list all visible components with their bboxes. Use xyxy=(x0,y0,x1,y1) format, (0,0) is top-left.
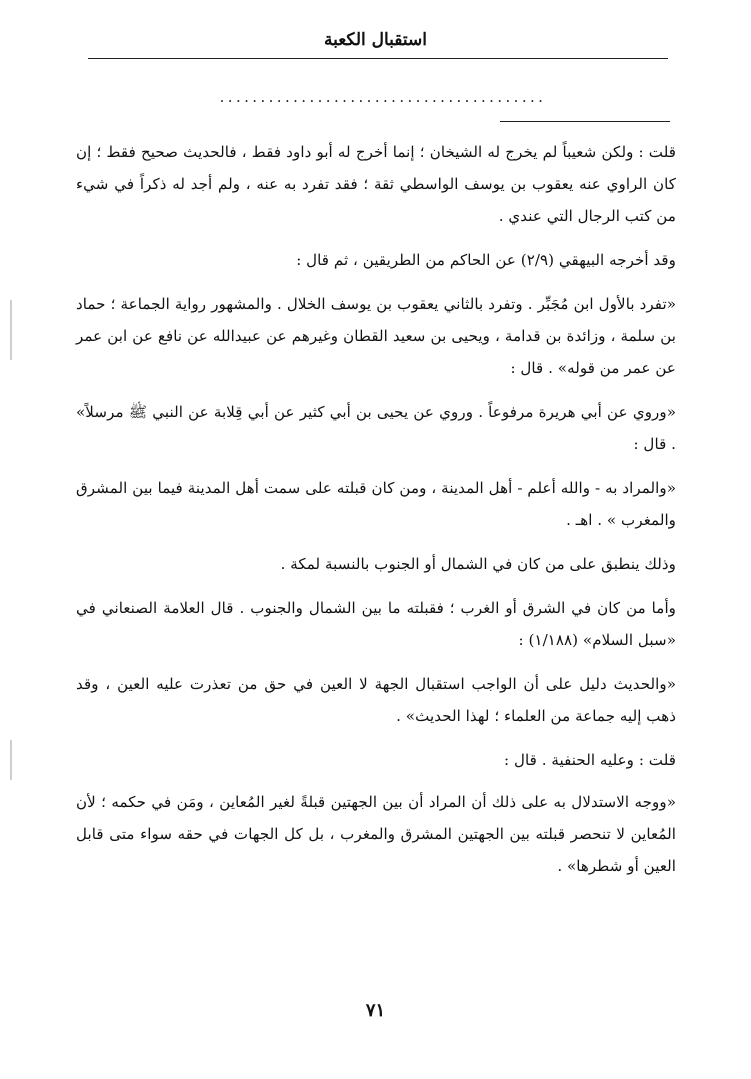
page-number: ٧١ xyxy=(365,1000,386,1021)
paragraph-2: وقد أخرجه البيهقي (٢/٩) عن الحاكم من الطريقين ، ثم قال : xyxy=(296,251,676,269)
running-title: استقبال الكعبة xyxy=(323,30,427,50)
paragraph-3-quote: «تفرد بالأول ابن مُجَبِّر . وتفرد بالثاني يعقوب بن يوسف الخلال . والمشهور رواية الجماعة ؛ حماد بن سلمة ، وزائدة بن قدامة ، ويحيى بن سعيد القطان وغيرهم عن عبيدالله عن نافع عن ابن عمر عن عمر من قوله» . قال : xyxy=(76,295,676,377)
paragraph-7: وأما من كان في الشرق أو الغرب ؛ فقبلته ما بين الشمال والجنوب . قال العلامة الصنعاني في «سبل السلام» (١/١٨٨) : xyxy=(76,599,676,649)
header-rule xyxy=(88,58,668,59)
scan-edge-mark xyxy=(10,740,12,780)
body-text xyxy=(76,136,676,976)
paragraph-8-quote: «والحديث دليل على أن الواجب استقبال الجهة لا العين في حق من تعذرت عليه العين ، وقد ذهب إليه جماعة من العلماء ؛ لهذا الحديث» . xyxy=(76,675,676,725)
paragraph-1: قلت : ولكن شعيباً لم يخرج له الشيخان ؛ إنما أخرج له أبو داود فقط ، فالحديث صحيح فقط ؛ إن كان الراوي عنه يعقوب بن يوسف الواسطي ثقة ؛ فقد تفرد به عنه ، ولم أجد له ذكراً في شيء من كتب الرجال التي عندي . xyxy=(76,143,676,225)
separator-rule xyxy=(500,121,670,122)
paragraph-6: وذلك ينطبق على من كان في الشمال أو الجنوب بالنسبة لمكة . xyxy=(280,555,676,573)
scan-edge-mark xyxy=(10,300,12,360)
ellipsis-separator: ........................................ xyxy=(219,88,547,104)
paragraph-9: قلت : وعليه الحنفية . قال : xyxy=(504,751,676,769)
paragraph-5-quote: «والمراد به - والله أعلم - أهل المدينة ، ومن كان قبلته على سمت أهل المدينة فيما بين المشرق والمغرب » . اهـ . xyxy=(76,479,676,529)
paragraph-10-quote: «ووجه الاستدلال به على ذلك أن المراد أن بين الجهتين قبلةً لغير المُعاين ، ومَن في حكمه ؛ لأن المُعاين لا تنحصر قبلته بين الجهتين المشرق والمغرب ، بل كل الجهات في حقه سواء متى قابل العين أو شطرها» . xyxy=(76,793,676,875)
paragraph-4-quote: «وروي عن أبي هريرة مرفوعاً . وروي عن يحيى بن أبي كثير عن أبي قِلابة عن النبي ﷺ مرسلاً» . قال : xyxy=(76,403,676,453)
